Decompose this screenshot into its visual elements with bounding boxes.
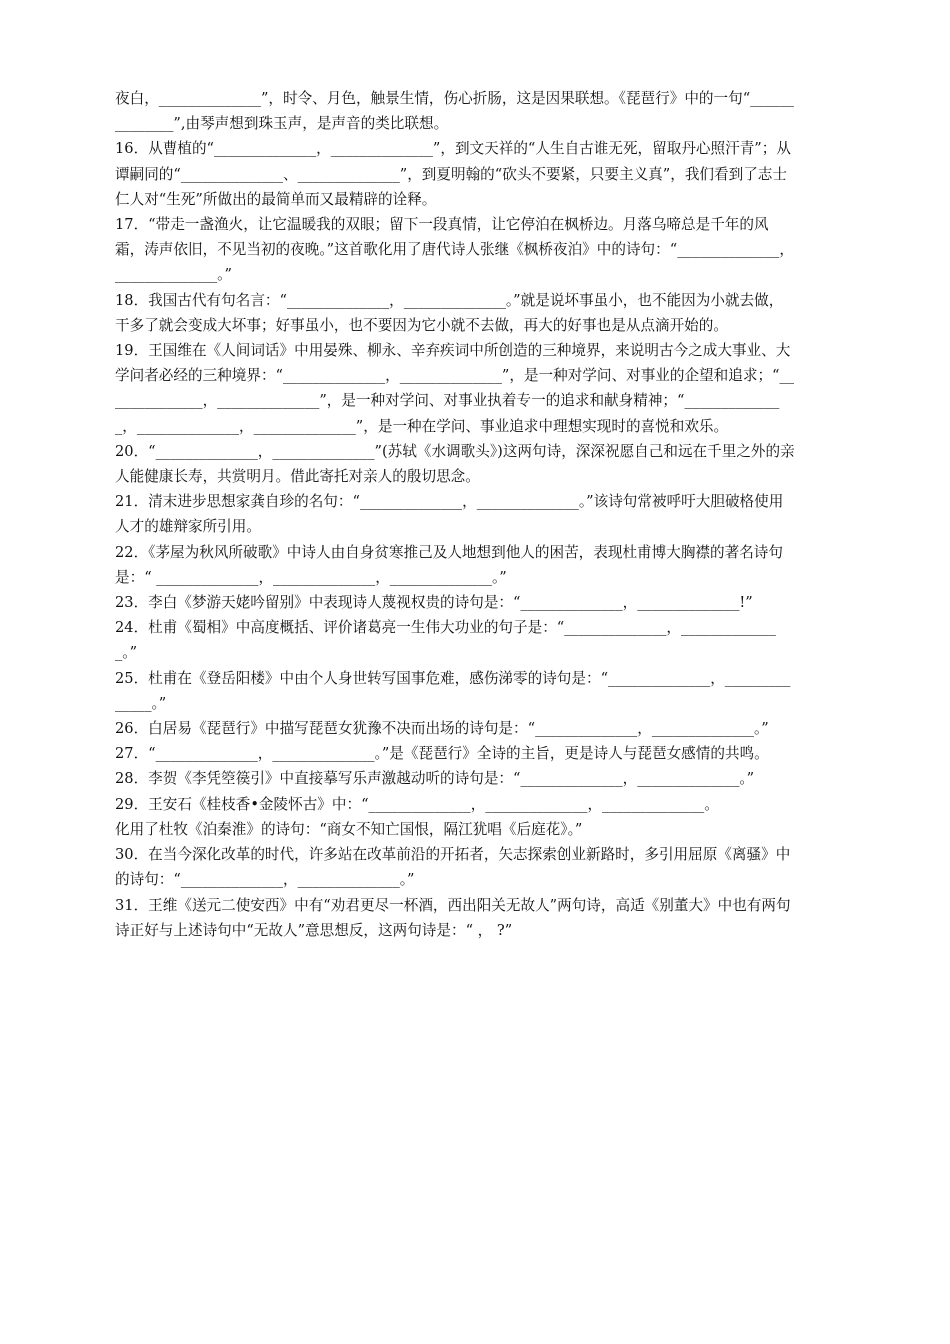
question-19: 19．王国维在《人间词话》中用晏殊、柳永、辛弃疾词中所创造的三种境界，来说明古今之成大事业、大学问者必经的三种境界：“______________，______________”，是一种对学问、对事业的企望和追求；“______________，______________”，是一种对学问、对事业执着专一的追求和献身精神；“______________，______________，______________”，是一种在学问、事业追求中理想实现时的喜悦和欢乐。 — [115, 342, 795, 435]
question-20: 20．“______________，______________”(苏轼《水调歌头》)这两句诗，深深祝愿自己和远在千里之外的亲人能健康长寿，共赏明月。借此寄托对亲人的殷切思念。 — [115, 442, 795, 486]
question-25: 25．杜甫在《登岳阳楼》中由个人身世转写国事危难，感伤涕零的诗句是：“______________，______________。” — [115, 669, 791, 712]
question-18: 18．我国古代有句名言：“______________，______________。”就是说坏事虽小，也不能因为小就去做，干多了就会变成大坏事；好事虽小，也不要因为它小就不去做，再大的好事也是从点滴开始的。 — [115, 291, 784, 334]
document-page — [115, 86, 795, 943]
question-16: 16．从曹植的“______________，______________”，到文天祥的“人生自古谁无死，留取丹心照汗青”；从谭嗣同的“______________、______________”，到夏明翰的“砍头不要紧，只要主义真”，我们看到了志士仁人对“生死”所做出的最简单而又最精辟的诠释。 — [115, 140, 791, 208]
question-26: 26．白居易《琵琶行》中描写琵琶女犹豫不决而出场的诗句是：“______________，______________。” — [115, 720, 769, 738]
question-30: 30．在当今深化改革的时代，许多站在改革前沿的开拓者，矢志探索创业新路时，多引用屈原《离骚》中的诗句：“______________，______________。” — [115, 846, 791, 889]
question-17: 17．“带走一盏渔火，让它温暖我的双眼；留下一段真情，让它停泊在枫桥边。月落乌啼总是千年的风霜，涛声依旧，不见当初的夜晚。”这首歌化用了唐代诗人张继《枫桥夜泊》中的诗句：“______________，______________。” — [115, 216, 794, 284]
paragraph-15-continuation: 夜白，______________”，时令、月色，触景生情，伤心折肠，这是因果联想。《琵琶行》中的一句“______________”,由琴声想到珠玉声，是声音的类比联想。 — [115, 90, 794, 133]
question-23: 23．李白《梦游天姥吟留别》中表现诗人蔑视权贵的诗句是：“______________，______________!” — [115, 594, 753, 612]
question-22: 22．《茅屋为秋风所破歌》中诗人由自身贫寒推己及人地想到他人的困苦，表现杜甫博大胸襟的著名诗句是：“ ______________，______________，______________。” — [115, 543, 783, 586]
question-27: 27．“______________，______________。”是《琵琶行》全诗的主旨，更是诗人与琵琶女感情的共鸣。 — [115, 745, 769, 763]
question-29: 29．王安石《桂枝香•金陵怀古》中：“______________，______________，______________。 — [115, 795, 719, 813]
question-21: 21．清末进步思想家龚自珍的名句：“______________，______________。”该诗句常被呼吁大胆破格使用人才的雄辩家所引用。 — [115, 493, 784, 536]
question-31: 31．王维《送元二使安西》中有“劝君更尽一杯酒，西出阳关无故人”两句诗，高适《别董大》中也有两句诗正好与上述诗句中“无故人”意思想反，这两句诗是：“ ， ?” — [115, 896, 791, 939]
question-28: 28．李贺《李凭箜篌引》中直接摹写乐声激越动听的诗句是：“______________，______________。” — [115, 770, 755, 788]
question-24: 24．杜甫《蜀相》中高度概括、评价诸葛亮一生伟大功业的句子是：“______________，______________。” — [115, 619, 776, 662]
question-29-note: 化用了杜牧《泊秦淮》的诗句：“商女不知亡国恨，隔江犹唱《后庭花》。” — [115, 820, 583, 838]
